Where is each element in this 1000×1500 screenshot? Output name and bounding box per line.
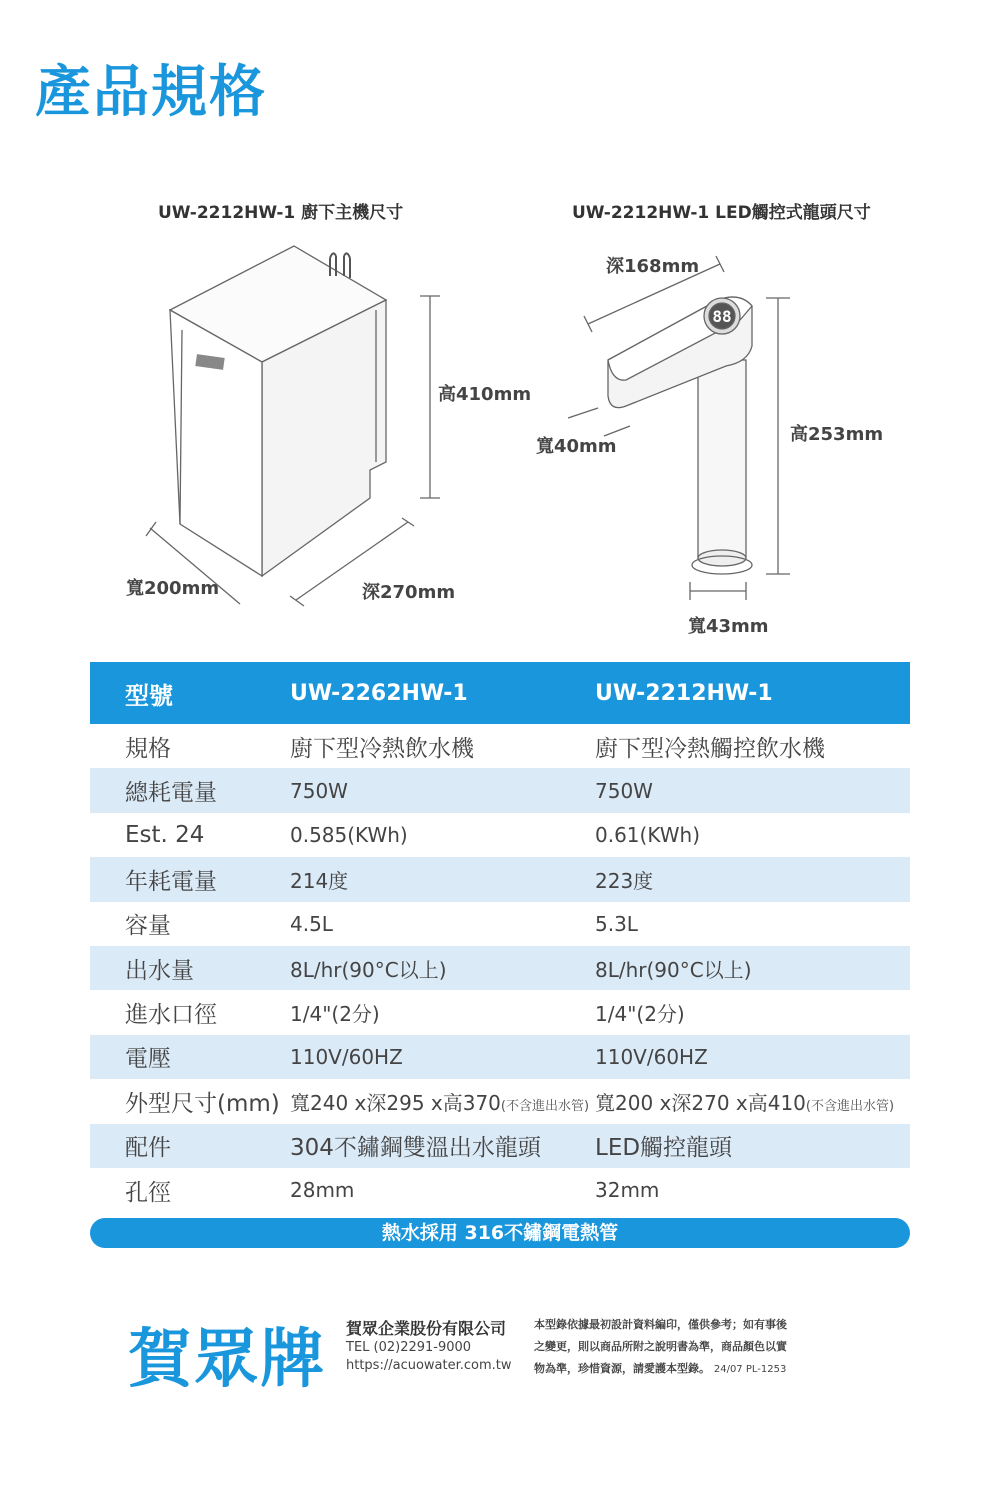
table-row [90,990,910,1034]
unit-depth-label: 深270mm [362,582,456,603]
row-value-a: 750W [290,768,595,812]
faucet-width-top-label: 寬40mm [536,436,617,457]
unit-dimension-caption: UW-2212HW-1 廚下主機尺寸 [158,203,404,223]
row-value-a: 8L/hr(90°C以上) [290,946,595,990]
company-tel: TEL (02)2291-9000 [346,1340,472,1355]
faucet-height-label: 高253mm [790,424,884,445]
heating-tube-banner: 熱水採用 316不鏽鋼電熱管 [90,1218,910,1248]
spec-table [90,662,910,1212]
catalog-disclaimer [534,1314,834,1381]
faucet-display: 88 [712,307,732,326]
unit-drawing [146,246,440,606]
row-value-b: 5.3L [595,911,638,936]
brand-logo: 賀眾牌 [128,1322,326,1397]
row-value-b: 750W [595,768,910,812]
row-label: 年耗電量 [90,857,290,901]
table-row [90,946,910,990]
unit-height-label: 高410mm [438,384,532,405]
row-value-b [595,1079,910,1123]
row-value-a: 214度 [290,857,595,901]
header-model-b: UW-2212HW-1 [595,662,910,724]
row-value-a: 28mm [290,1178,355,1203]
catalog-code: 24/07 PL-1253 [713,1364,787,1375]
dimension-value-a: 寬240 x深295 x高370 [290,1090,501,1115]
disclaimer-line: 之變更，則以商品所附之說明書為準，商品顏色以實 [534,1340,787,1353]
table-row [90,768,910,812]
page-title: 產品規格 [35,60,267,125]
table-row [90,1079,910,1123]
dimension-value-b: 寬200 x深270 x高410 [595,1090,806,1115]
disclaimer-text: 物為準，珍惜資源，請愛護本型錄。 [534,1362,710,1375]
table-header-row [90,662,910,724]
header-model-label: 型號 [90,662,290,724]
table-row [90,813,910,857]
table-row [90,1124,910,1168]
row-value-b: 32mm [595,1178,660,1203]
row-label: 進水口徑 [125,1002,217,1029]
faucet-width-base-label: 寬43mm [688,616,769,637]
row-value-a: 廚下型冷熱飲水機 [290,735,474,762]
row-label: 孔徑 [125,1179,171,1206]
row-label: 外型尺寸(mm) [125,1090,280,1117]
row-value-b: 110V/60HZ [595,1035,910,1079]
faucet-drawing [568,256,790,600]
row-value-a: 110V/60HZ [290,1035,595,1079]
dimension-diagrams [0,0,1000,660]
dimension-note-b: (不含進出水管) [805,1098,895,1114]
row-value-a: 1/4"(2分) [290,1002,380,1027]
row-label: 配件 [90,1124,290,1168]
unit-width-label: 寬200mm [126,578,220,599]
company-name: 賀眾企業股份有限公司 [346,1319,507,1338]
header-model-a: UW-2262HW-1 [290,662,595,724]
row-label: 電壓 [90,1035,290,1079]
row-value-a: 4.5L [290,911,333,936]
row-value-b: 廚下型冷熱觸控飲水機 [595,735,825,762]
row-label: 總耗電量 [90,768,290,812]
dimension-note-a: (不含進出水管) [500,1098,590,1114]
table-row [90,1168,910,1212]
table-row [90,724,910,768]
row-label: 規格 [125,735,171,762]
row-value-a [290,1079,595,1123]
faucet-dimension-caption: UW-2212HW-1 LED觸控式龍頭尺寸 [572,203,871,223]
row-value-a: 0.585(KWh) [290,822,408,847]
row-value-b: 223度 [595,857,910,901]
row-value-b: LED觸控龍頭 [595,1124,910,1168]
row-value-b: 8L/hr(90°C以上) [595,946,910,990]
table-row [90,1035,910,1079]
disclaimer-line [534,1358,834,1381]
disclaimer-line: 本型錄依據最初設計資料編印，僅供參考；如有事後 [534,1318,787,1331]
row-value-b: 0.61(KWh) [595,822,700,847]
company-url[interactable]: https://acuowater.com.tw [346,1358,512,1373]
table-row [90,857,910,901]
row-label: Est. 24 [125,821,205,848]
row-label: 出水量 [90,946,290,990]
table-row [90,902,910,946]
row-label: 容量 [125,913,171,940]
faucet-depth-label: 深168mm [606,256,700,277]
row-value-a: 304不鏽鋼雙溫出水龍頭 [290,1124,595,1168]
row-value-b: 1/4"(2分) [595,1002,685,1027]
